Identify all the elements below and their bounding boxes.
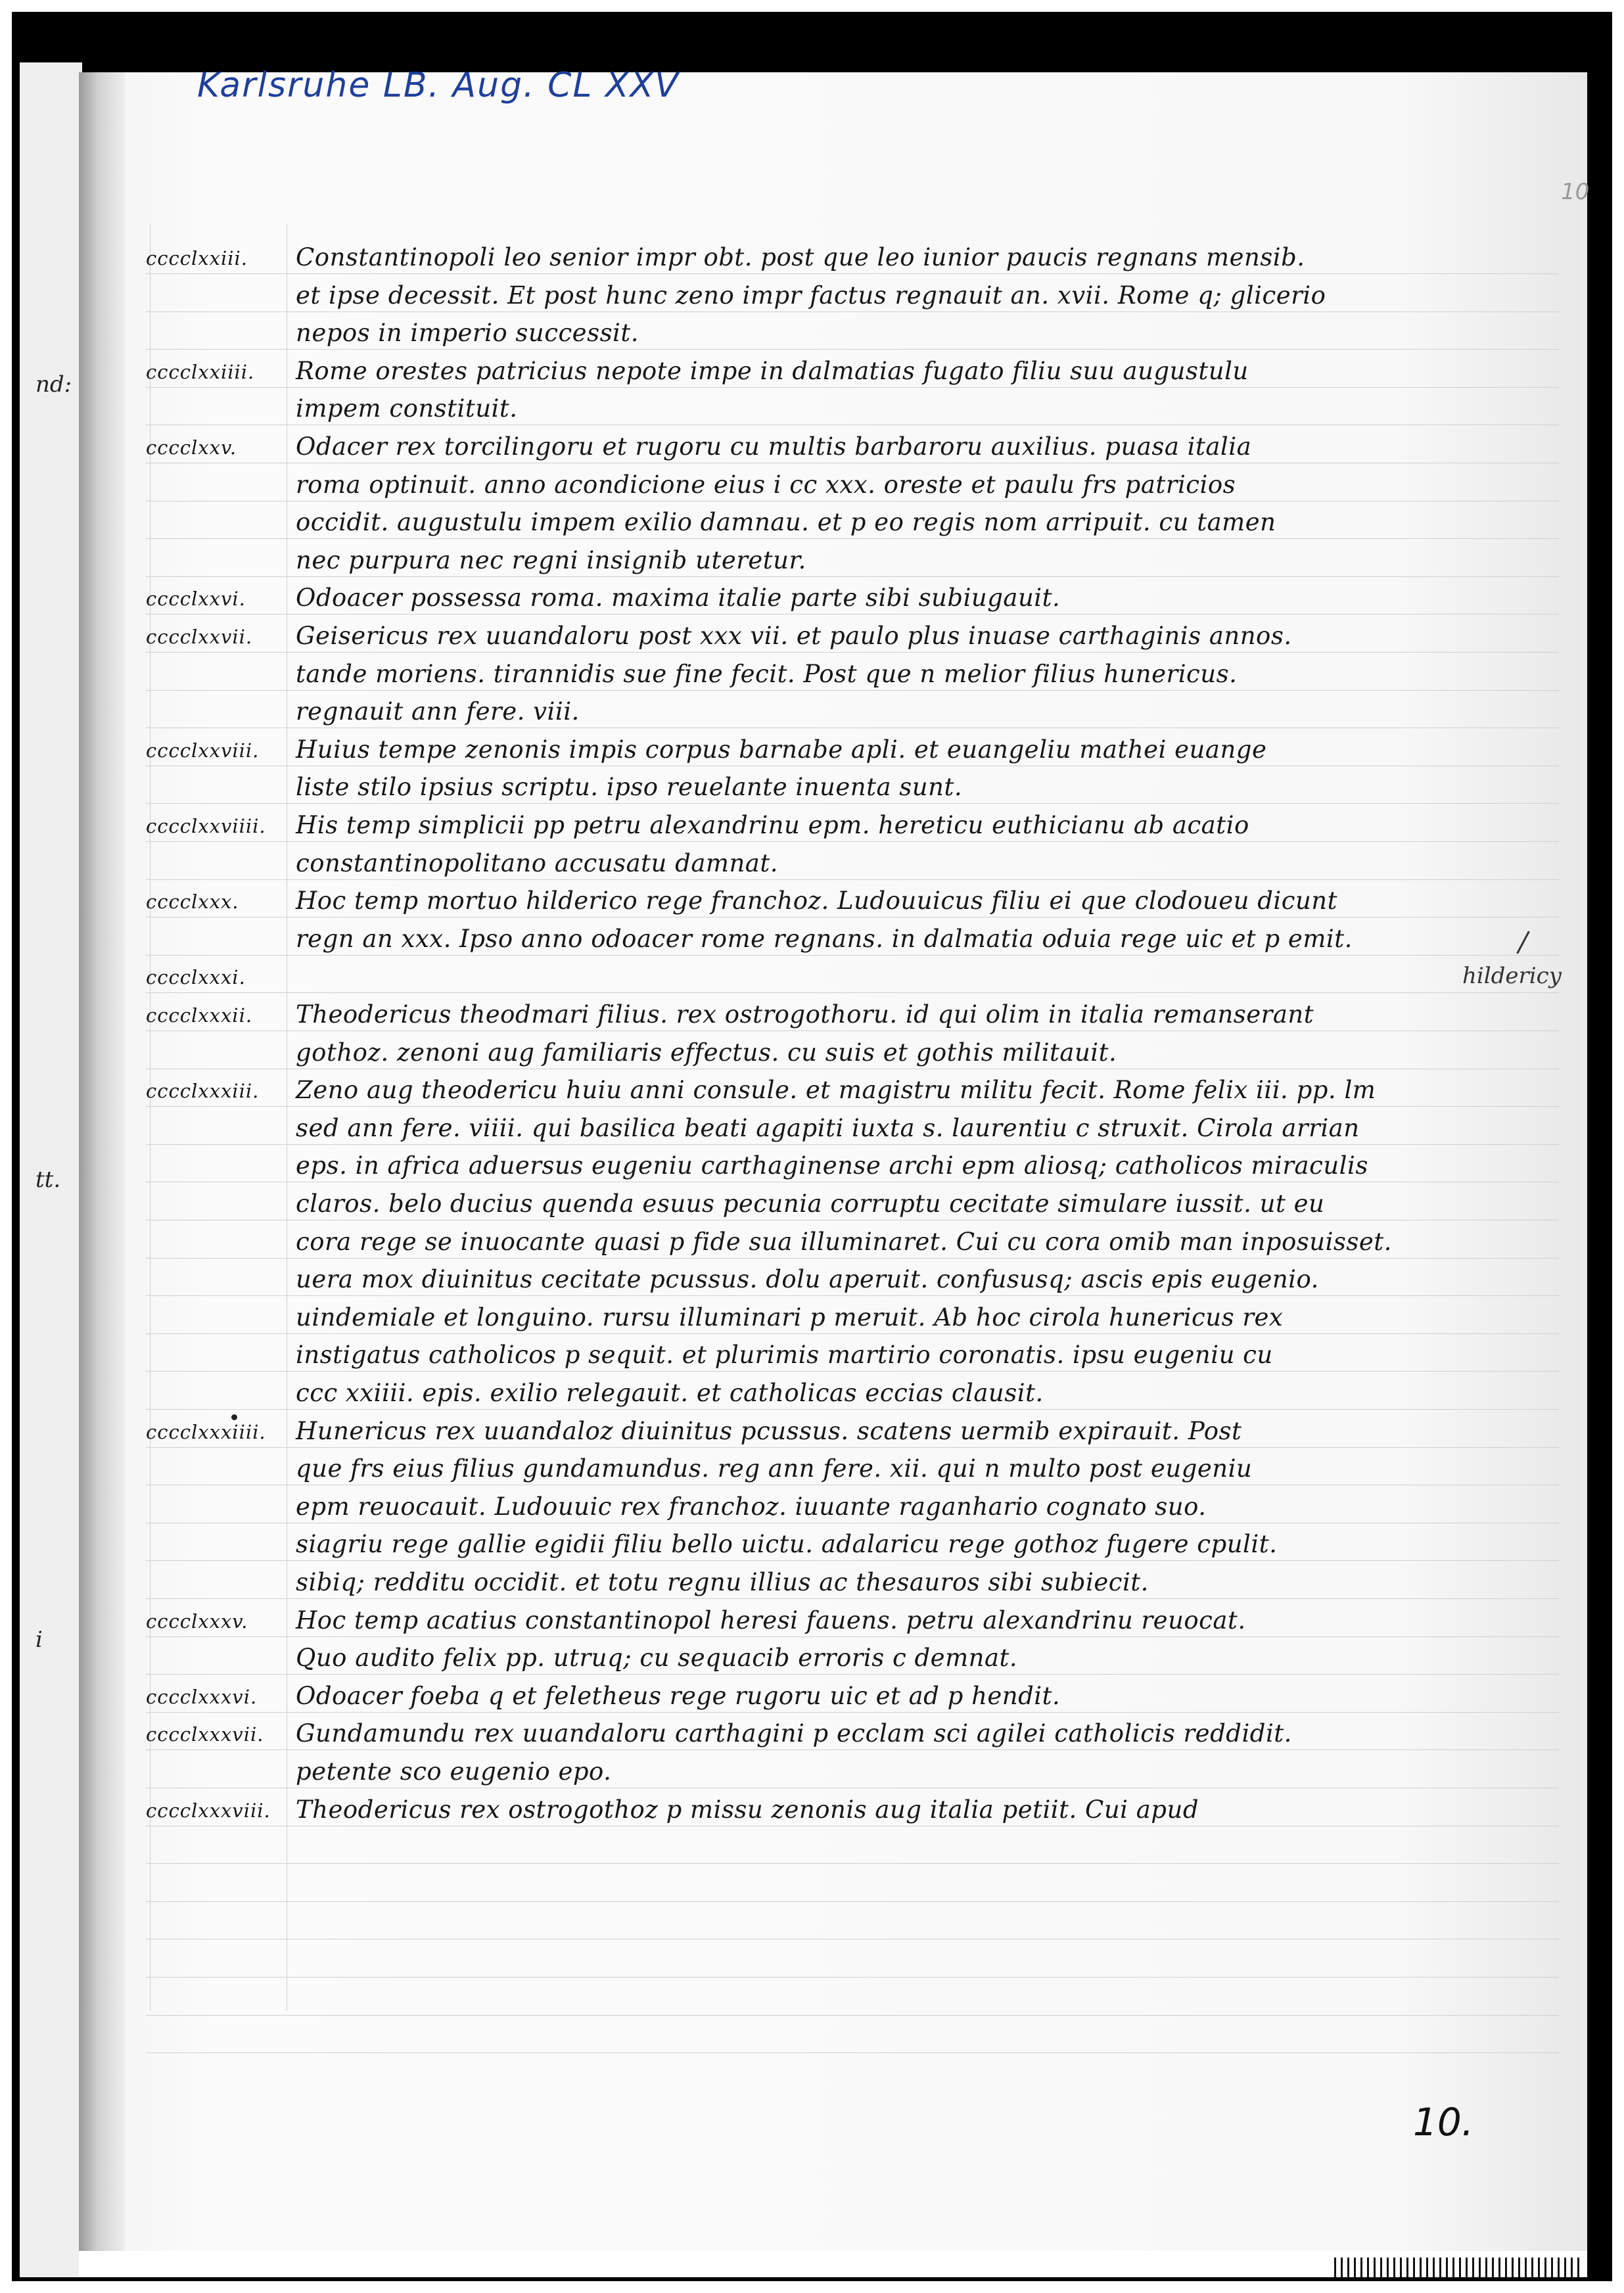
ruling-line: [146, 803, 1559, 804]
year-number: cccclxxxv.: [146, 1610, 248, 1633]
entry-text-line: Rome orestes patricius nepote impe in dalmatias fugato filiu suu augustulu: [296, 356, 1249, 385]
ruling-line: [146, 1598, 1559, 1599]
ruling-line: [146, 538, 1559, 539]
entry-text-line: gothoz. zenoni aug familiaris effectus. cu suis et gothis militauit.: [296, 1038, 1117, 1067]
ruling-line: [146, 387, 1559, 388]
ruling-line: [146, 1295, 1559, 1296]
ruling-line: [146, 1863, 1559, 1864]
entry-text-line: sed ann fere. viiii. qui basilica beati agapiti iuxta s. laurentiu c struxit. Cirola arrian: [296, 1113, 1360, 1142]
ruling-line: [146, 1636, 1559, 1637]
ruling-line: [146, 879, 1559, 880]
year-number: cccclxxxvii.: [146, 1723, 264, 1746]
entry-text-line: ccc xxiiii. epis. exilio relegauit. et catholicas eccias clausit.: [296, 1379, 1044, 1407]
year-number: cccclxxxii.: [146, 1004, 253, 1027]
ruling-line: [146, 1409, 1559, 1410]
year-number: cccclxxv.: [146, 436, 237, 459]
entry-text-line: regn an xxx. Ipso anno odoacer rome regnans. in dalmatia oduia rege uic et p emit.: [296, 924, 1353, 953]
shelfmark-annotation: Karlsruhe LB. Aug. CL XXV: [197, 66, 680, 105]
ruling-line: [146, 1977, 1559, 1978]
entry-text-line: instigatus catholicos p sequit. et plurimis martirio coronatis. ipsu eugeniu cu: [296, 1341, 1273, 1370]
ruling-line: [146, 2052, 1559, 2053]
left-page-fragment: nd:: [35, 371, 72, 398]
entry-text-line: roma optinuit. anno acondicione eius i cc xxx. oreste et paulu frs patricios: [296, 470, 1236, 499]
entry-text-line: Zeno aug theodericu huiu anni consule. et magistru militu fecit. Rome felix iii. pp. lm: [296, 1076, 1376, 1105]
adjacent-page-edge: [20, 62, 82, 2277]
ruling-line: [146, 349, 1559, 350]
year-number: cccclxxxviii.: [146, 1799, 271, 1822]
entry-text-line: Odacer rex torcilingoru et rugoru cu multis barbaroru auxilius. puasa italia: [296, 432, 1252, 461]
ruling-line: [146, 273, 1559, 274]
entry-text-line: Geisericus rex uuandaloru post xxx vii. et paulo plus inuase carthaginis annos.: [296, 622, 1292, 650]
entry-text-line: uera mox diuinitus cecitate pcussus. dolu aperuit. confususq; ascis epis eugenio.: [296, 1265, 1319, 1294]
left-page-fragment: i: [35, 1627, 43, 1653]
entry-text-line: Theodericus rex ostrogothoz p missu zenonis aug italia petiit. Cui apud: [296, 1795, 1199, 1824]
year-number: cccclxxvii.: [146, 626, 253, 648]
year-number: cccclxxiiii.: [146, 360, 255, 383]
ruling-line: [146, 955, 1559, 956]
entry-text-line: siagriu rege gallie egidii filiu bello uictu. adalaricu rege gothoz fugere cpulit.: [296, 1530, 1278, 1559]
ruling-line: [146, 992, 1559, 993]
entry-text-line: liste stilo ipsius scriptu. ipso reuelante inuenta sunt.: [296, 773, 963, 802]
scale-ruler: [1334, 2258, 1584, 2277]
entry-text-line: Hoc temp mortuo hilderico rege franchoz. Ludouuicus filiu ei que clodoueu dicunt: [296, 887, 1337, 915]
year-number: cccclxxx.: [146, 891, 239, 914]
left-page-fragment: tt.: [35, 1167, 61, 1193]
year-number: cccclxxviii.: [146, 739, 260, 762]
ruling-line: [146, 690, 1559, 691]
folio-number-top: 10: [1561, 179, 1590, 205]
ruling-line: [146, 1371, 1559, 1372]
entry-text-line: et ipse decessit. Et post hunc zeno impr factus regnauit an. xvii. Rome q; glicerio: [296, 281, 1326, 310]
entry-text-line: que frs eius filius gundamundus. reg ann fere. xii. qui n multo post eugeniu: [296, 1454, 1253, 1483]
entry-text-line: eps. in africa aduersus eugeniu carthaginense archi epm aliosq; catholicos miraculis: [296, 1151, 1368, 1180]
entry-text-line: uindemiale et longuino. rursu illuminari p meruit. Ab hoc cirola hunericus rex: [296, 1303, 1284, 1332]
ruling-line: [146, 1901, 1559, 1902]
ruling-line: [146, 841, 1559, 842]
ruling-line: [146, 1712, 1559, 1713]
entry-text-line: cora rege se inuocante quasi p fide sua illuminaret. Cui cu cora omib man inposuisset.: [296, 1227, 1392, 1256]
entry-text-line: petente sco eugenio epo.: [296, 1757, 612, 1786]
entry-text-line: claros. belo ducius quenda esuus pecunia corruptu cecitate simulare iussit. ut eu: [296, 1190, 1325, 1218]
folio-number-bottom: 10.: [1413, 2100, 1474, 2144]
entry-text-line: tande moriens. tirannidis sue fine fecit. Post que n melior filius hunericus.: [296, 659, 1238, 688]
year-number: cccclxxviiii.: [146, 815, 266, 837]
entry-text-line: constantinopolitano accusatu damnat.: [296, 848, 778, 877]
entry-text-line: Theodericus theodmari filius. rex ostrogothoru. id qui olim in italia remanserant: [296, 1000, 1314, 1029]
entry-text-line: Gundamundu rex uuandaloru carthagini p ecclam sci agilei catholicis reddidit.: [296, 1719, 1292, 1748]
year-number: cccclxxxvi.: [146, 1685, 258, 1708]
entry-text-line: sibiq; redditu occidit. et totu regnu illius ac thesauros sibi subiecit.: [296, 1568, 1149, 1596]
ruling-line: [146, 1106, 1559, 1107]
entry-text-line: Odoacer foeba q et feletheus rege rugoru uic et ad p hendit.: [296, 1681, 1061, 1710]
entry-text-line: epm reuocauit. Ludouuic rex franchoz. iuuante raganhario cognato suo.: [296, 1492, 1207, 1521]
entry-text-line: Odoacer possessa roma. maxima italie parte sibi subiugauit.: [296, 584, 1061, 613]
entry-text-line: regnauit ann fere. viii.: [296, 697, 580, 726]
entry-text-line: impem constituit.: [296, 394, 518, 423]
entry-text-line: Hunericus rex uuandaloz diuinitus pcussus. scatens uermib expirauit. Post: [296, 1416, 1242, 1445]
ruling-line: [146, 1447, 1559, 1448]
binding-gutter: [79, 72, 125, 2274]
entry-text-line: nepos in imperio successit.: [296, 319, 639, 348]
entry-text-line: Quo audito felix pp. utruq; cu sequacib erroris c demnat.: [296, 1644, 1018, 1673]
ruling-line: [146, 1674, 1559, 1675]
year-number: cccclxxiii.: [146, 247, 248, 269]
ruling-line: [146, 1258, 1559, 1259]
ruling-line: [146, 652, 1559, 653]
ruling-line: [146, 1333, 1559, 1334]
ruling-line: [146, 576, 1559, 577]
entry-text-line: Huius tempe zenonis impis corpus barnabe apli. et euangeliu mathei euange: [296, 735, 1267, 764]
year-number: cccclxxvi.: [146, 588, 246, 611]
entry-text-line: occidit. augustulu impem exilio damnau. et p eo regis nom arripuit. cu tamen: [296, 508, 1276, 537]
entry-text-line: Hoc temp acatius constantinopol heresi fauens. petru alexandrinu reuocat.: [296, 1606, 1246, 1634]
ruling-line: [146, 1144, 1559, 1145]
entry-text-line: nec purpura nec regni insignib uteretur.: [296, 545, 806, 574]
margin-gloss: hildericy: [1462, 963, 1562, 989]
entry-text-line: Constantinopoli leo senior impr obt. post que leo iunior paucis regnans mensib.: [296, 243, 1305, 271]
year-number: cccclxxxi.: [146, 966, 246, 989]
margin-dot: [231, 1414, 237, 1420]
year-number: cccclxxxiii.: [146, 1080, 260, 1103]
year-number: cccclxxxiiii.: [146, 1420, 266, 1443]
ruling-line: [146, 2015, 1559, 2016]
ruling-line: [146, 1749, 1559, 1750]
entry-text-line: His temp simplicii pp petru alexandrinu epm. hereticu euthicianu ab acatio: [296, 811, 1249, 839]
ruling-line: [146, 1560, 1559, 1561]
